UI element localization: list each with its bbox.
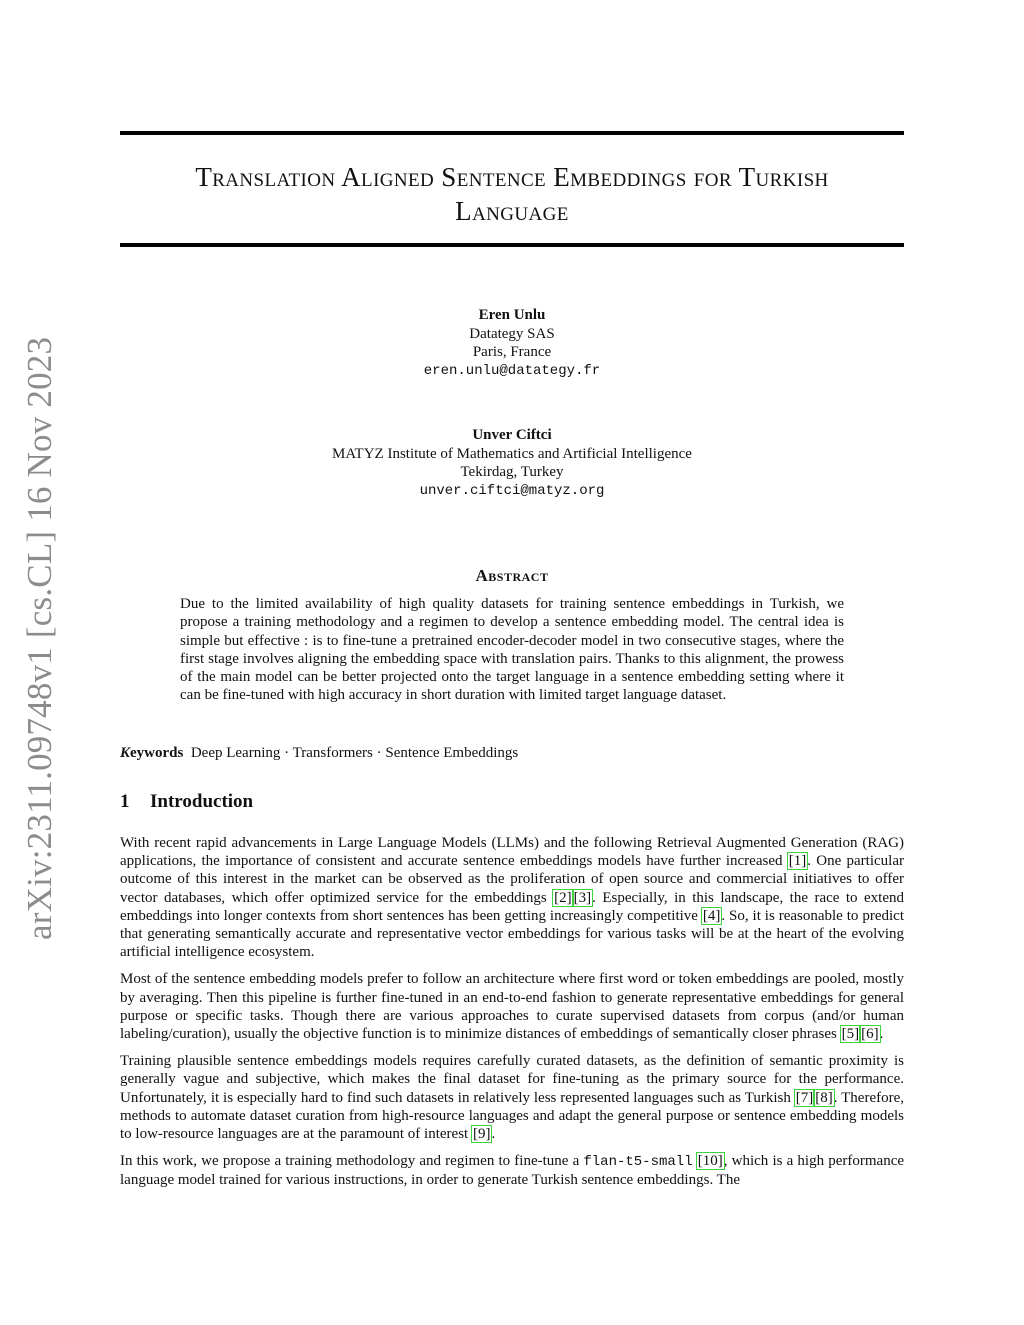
keywords-label: Keywords — [120, 745, 184, 761]
citation-link[interactable]: [9] — [472, 1126, 491, 1143]
model-name-code: flan-t5-small — [583, 1154, 693, 1171]
paragraph: Training plausible sentence embeddings models requires carefully curated datasets, as the definition of semantic proximity is generally vague and subjective, which makes the final dataset for fine-tuning as the primary source for the performance. Unfortunately, it is especially hard to find such datasets in relatively less represented languages such as Turkish [7] [8]. Therefore, methods to automate dataset curation from high-resource languages and adapt the general purpose or sentence embedding models to low-resource languages are at the paramount of interest [9]. — [120, 1053, 904, 1143]
author-affiliation: MATYZ Institute of Mathematics and Artificial Intelligence — [332, 445, 692, 462]
title-bottom-rule — [120, 243, 904, 247]
citation-link[interactable]: [3] — [573, 889, 592, 906]
paper-title-line-1: Translation Aligned Sentence Embeddings for Turkish — [195, 162, 829, 192]
abstract-text: Due to the limited availability of high quality datasets for training sentence embeddings in Turkish, we propose a training methodology and a regimen to develop a sentence embedding model. The central idea is simple but effective : is to fine-tune a pretrained encoder-decoder model in two consecutive stages, where the first stage involves aligning the embedding space with translation pairs. Thanks to this alignment, the prowess of the main model can be better projected onto the target language in a sentence embedding setting where it can be fine-tuned with high accuracy in short duration with limited target language dataset. — [180, 596, 844, 704]
section-title: Introduction — [150, 791, 254, 812]
section-number: 1 — [120, 791, 130, 812]
paragraph: In this work, we propose a training methodology and regimen to fine-tune a flan-t5-small [10], which is a high performance language model trained for various instructions, in order to generate Turkish sentence embeddings. The — [120, 1153, 905, 1189]
citation-link[interactable]: [5] — [841, 1026, 860, 1043]
citation-link[interactable]: [8] — [815, 1089, 833, 1106]
arxiv-identifier-stamp: arXiv:2311.09748v1 [cs.CL] 16 Nov 2023 — [20, 336, 59, 940]
author-name: Eren Unlu — [478, 307, 546, 323]
author-email: unver.ciftci@matyz.org — [419, 482, 605, 499]
paper-title — [120, 160, 904, 228]
introduction-body — [120, 834, 904, 1199]
abstract-heading: Abstract — [475, 566, 549, 585]
author-location: Paris, France — [472, 344, 552, 360]
citation-link[interactable]: [6] — [861, 1026, 879, 1043]
paragraph: Most of the sentence embedding models prefer to follow an architecture where first word or token embeddings are pooled, mostly by averaging. Then this pipeline is further fine-tuned in an end-to-end fashion to generate representative embeddings for general purpose or specific tasks. Though there are various approaches to curate supervised datasets from corpus (and/or human labeling/curation), usually the objective function is to minimize distances of embeddings of semantically closer phrases [5] [6]. — [120, 971, 904, 1043]
keywords-line — [120, 744, 904, 762]
author-block-2 — [120, 426, 904, 500]
citation-link[interactable]: [1] — [788, 853, 807, 870]
author-name: Unver Ciftci — [472, 427, 552, 443]
section-heading-introduction — [120, 791, 253, 813]
citation-link[interactable]: [4] — [702, 907, 721, 924]
citation-link[interactable]: [2] — [554, 889, 572, 906]
paper-title-line-2: Language — [455, 196, 569, 226]
author-email: eren.unlu@datategy.fr — [423, 362, 601, 379]
paragraph: With recent rapid advancements in Large Language Models (LLMs) and the following Retrieval Augmented Generation (RAG) applications, the importance of consistent and accurate sentence embeddings models have further increased [1]. One particular outcome of this interest in the market can be observed as the proliferation of open source and commercial initiatives to offer vector databases, which offer optimized service for the embeddings [2] [3]. Especially, in this landscape, the race to extend embeddings into longer contexts from short sentences has been getting increasingly competitive [4]. So, it is reasonable to predict that generating semantically accurate and representative vector embeddings for various tasks will be at the heart of the evolving artificial intelligence ecosystem. — [120, 835, 904, 961]
author-affiliation: Datategy SAS — [469, 325, 555, 342]
keywords-items: Deep Learning · Transformers · Sentence Embeddings — [190, 745, 519, 761]
title-top-rule — [120, 131, 904, 135]
citation-link[interactable]: [7] — [795, 1089, 814, 1106]
citation-link[interactable]: [10] — [697, 1153, 723, 1170]
author-location: Tekirdag, Turkey — [460, 464, 564, 480]
author-block-1 — [120, 306, 904, 380]
